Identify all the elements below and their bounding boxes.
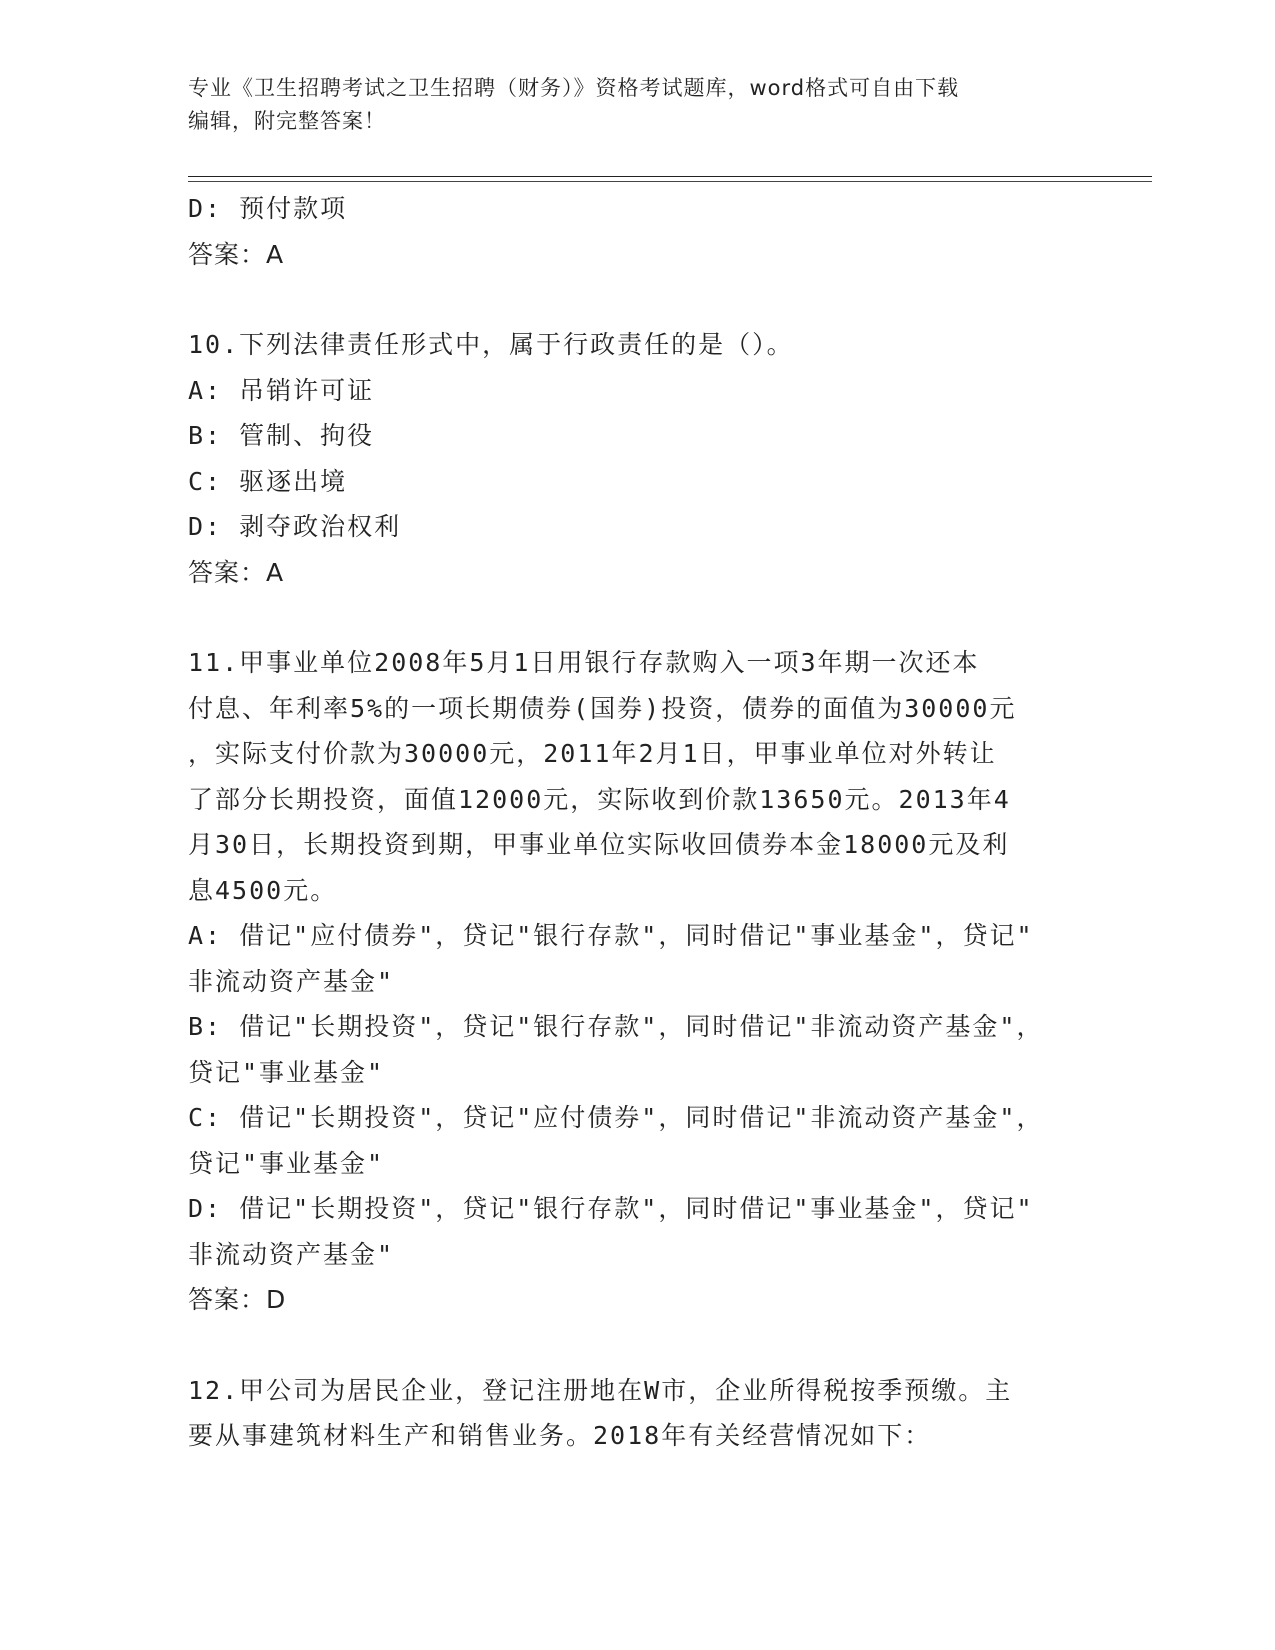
question-stem-line: 12.甲公司为居民企业，登记注册地在W市，企业所得税按季预缴。主 [188,1375,1013,1405]
answer: 答案：A [188,239,285,269]
option-d: D: 剥夺政治权利 [188,512,402,541]
option-b-continued: 贷记"事业基金" [188,1057,385,1087]
question-stem-line: 付息、年利率5%的一项长期债券(国券)投资，债券的面值为30000元 [188,693,1017,723]
document-body [188,186,1068,1459]
option-b: B: 借记"长期投资"，贷记"银行存款"，同时借记"非流动资产基金"， [188,1012,1044,1041]
question-11 [188,640,1068,1323]
option-c: C: 驱逐出境 [188,466,348,496]
answer: 答案：D [188,1285,287,1314]
option-a-continued: 非流动资产基金" [188,966,395,996]
question-stem-line: 了部分长期投资，面值12000元，实际收到价款13650元。2013年4 [188,784,1011,814]
option-b: B: 管制、拘役 [188,421,375,450]
option-d: D: 借记"长期投资"，贷记"银行存款"，同时借记"事业基金"，贷记" [188,1194,1034,1223]
header-rule-top [188,176,1152,177]
question-stem-line: 息4500元。 [188,875,338,905]
option-c: C: 借记"长期投资"，贷记"应付债券"，同时借记"非流动资产基金"， [188,1103,1044,1132]
option-d-continued: 非流动资产基金" [188,1239,395,1269]
option-d: D: 预付款项 [188,194,348,223]
question-stem-line: 11.甲事业单位2008年5月1日用银行存款购入一项3年期一次还本 [188,648,980,677]
document-header [188,72,1068,138]
question-stem-line: 月30日，长期投资到期，甲事业单位实际收回债券本金18000元及利 [188,830,1010,859]
question-stem: 10.下列法律责任形式中，属于行政责任的是（）。 [188,330,794,359]
option-a: A: 借记"应付债券"，贷记"银行存款"，同时借记"事业基金"，贷记" [188,921,1034,950]
question-9-tail [188,186,1068,277]
question-stem-line: 要从事建筑材料生产和销售业务。2018年有关经营情况如下： [188,1421,932,1450]
option-c-continued: 贷记"事业基金" [188,1148,385,1178]
header-line-1: 专业《卫生招聘考试之卫生招聘（财务）》资格考试题库，word格式可自由下载 [188,76,960,100]
answer: 答案：A [188,557,285,587]
question-stem-line: ，实际支付价款为30000元，2011年2月1日，甲事业单位对外转让 [188,739,997,768]
question-12 [188,1368,1068,1459]
header-line-2: 编辑，附完整答案！ [188,109,386,133]
question-10 [188,322,1068,595]
option-a: A: 吊销许可证 [188,375,375,405]
header-rule-bottom [188,181,1152,182]
